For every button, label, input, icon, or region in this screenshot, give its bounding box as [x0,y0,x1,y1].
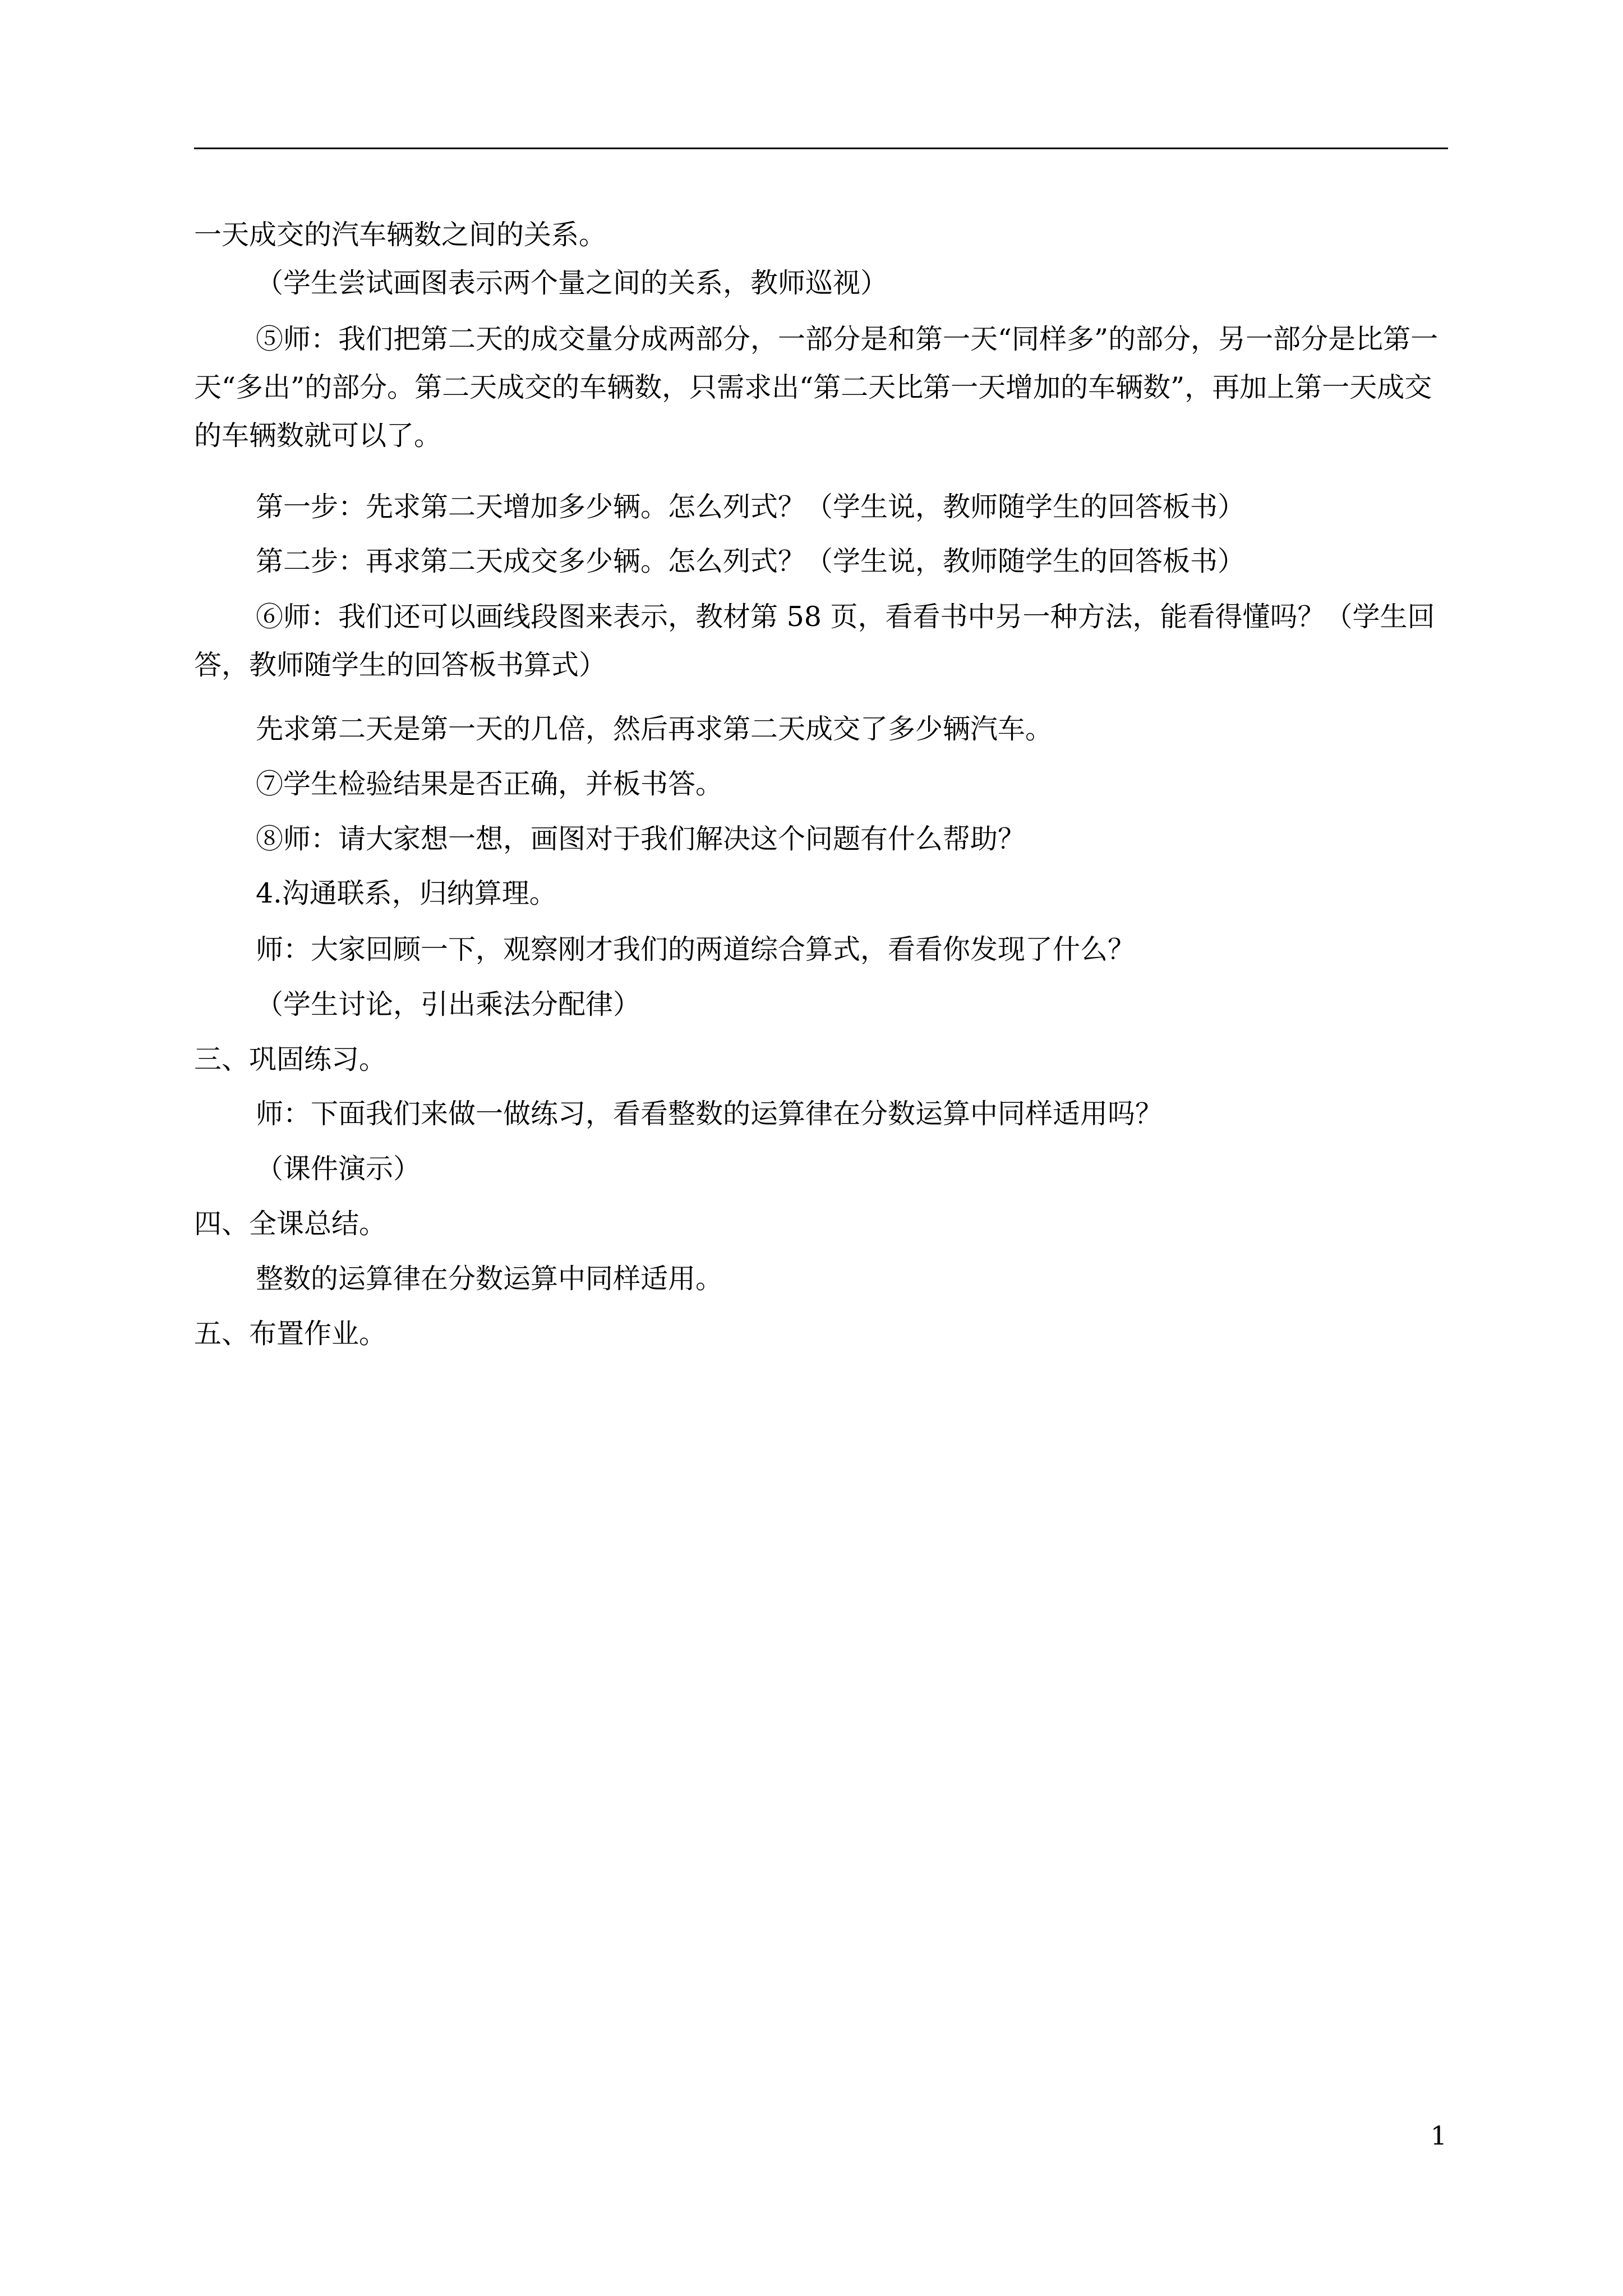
paragraph-9: ⑧师：请大家想一想，画图对于我们解决这个问题有什么帮助？ [256,823,1026,855]
paragraph-11: 师：大家回顾一下，观察刚才我们的两道综合算式，看看你发现了什么？ [256,933,1136,965]
page-number: 1 [1430,2120,1447,2151]
paragraph-8: ⑦学生检验结果是否正确，并板书答。 [256,768,723,800]
paragraph-14: 师：下面我们来做一做练习，看看整数的运算律在分数运算中同样适用吗？ [256,1098,1163,1130]
section-heading-5: 五、布置作业。 [194,1318,387,1350]
paragraph-1: 一天成交的汽车辆数之间的关系。 [194,219,607,251]
header-rule [194,148,1448,149]
paragraph-2: （学生尝试画图表示两个量之间的关系，教师巡视） [256,267,888,299]
section-heading-4: 4.沟通联系，归纳算理。 [256,877,557,909]
paragraph-12: （学生讨论，引出乘法分配律） [256,988,641,1020]
paragraph-3: ⑤师：我们把第二天的成交量分成两部分，一部分是和第一天“同样多”的部分，另一部分是比第一天“多出”的部分。第二天成交的车辆数，只需求出“第二天比第一天增加的车辆数”，再加上第一天成交的车辆数就可以了。 [194,323,1438,452]
paragraph-15: （课件演示） [256,1153,421,1185]
section-heading-4-summary: 四、全课总结。 [194,1208,387,1240]
paragraph-4: 第一步：先求第二天增加多少辆。怎么列式？（学生说，教师随学生的回答板书） [256,491,1246,523]
paragraph-17: 整数的运算律在分数运算中同样适用。 [256,1263,723,1295]
paragraph-7: 先求第二天是第一天的几倍，然后再求第二天成交了多少辆汽车。 [256,713,1053,745]
section-heading-3: 三、巩固练习。 [194,1043,387,1075]
paragraph-6: ⑥师：我们还可以画线段图来表示，教材第 58 页，看看书中另一种方法，能看得懂吗？（学生回答，教师随学生的回答板书算式） [194,601,1435,681]
paragraph-5: 第二步：再求第二天成交多少辆。怎么列式？（学生说，教师随学生的回答板书） [256,545,1246,577]
